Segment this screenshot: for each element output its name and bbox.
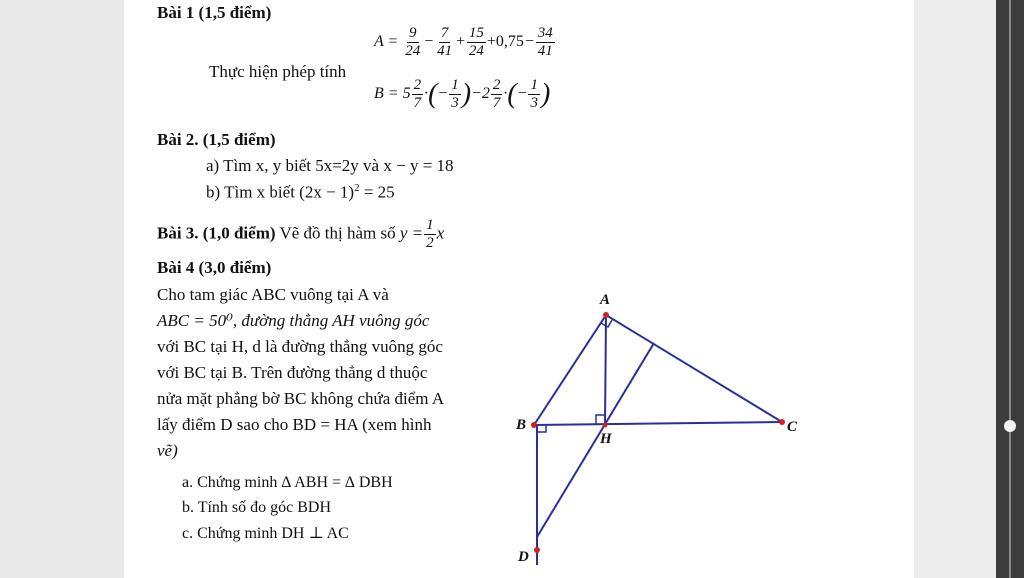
bai1-heading: Bài 1 (1,5 điểm) xyxy=(157,3,272,22)
point-h xyxy=(603,423,608,428)
bai2-heading: Bài 2. (1,5 điểm) xyxy=(157,130,276,149)
figure-lines xyxy=(534,315,782,565)
segment-ab xyxy=(534,315,606,425)
scrollbar[interactable] xyxy=(996,0,1024,578)
segment-dh xyxy=(537,343,654,537)
right-angle-h xyxy=(596,415,605,424)
bai3-heading: Bài 3. (1,0 điểm) xyxy=(157,223,276,243)
bai2-part-a: a) Tìm x, y biết 5x=2y và x − y = 18 xyxy=(206,156,454,175)
right-angle-b xyxy=(537,425,546,432)
bai4-item-b: b. Tính số đo góc BDH xyxy=(182,499,332,516)
point-c xyxy=(779,419,785,425)
bai4-item-a: a. Chứng minh ∆ ABH = ∆ DBH xyxy=(182,474,393,491)
label-a: A xyxy=(600,292,611,308)
bai4-problem-text: Cho tam giác ABC vuông tại A và ABC = 50⁰, đường thẳng AH vuông góc với BC tại H, d là đường thẳng vuông góc với BC tại B. Trên đường thẳng d thuộc nửa mặt phẳng bờ BC không chứa điểm A lấy điểm D sao cho BD = HA (xem hình vẽ) xyxy=(157,285,445,460)
label-b: B xyxy=(516,417,527,433)
bai1-instruction: Thực hiện phép tính xyxy=(209,62,347,81)
label-d: D xyxy=(518,549,529,565)
point-b xyxy=(531,422,537,428)
label-c: C xyxy=(787,419,798,435)
scrollbar-track xyxy=(1009,0,1011,578)
bai3-row: Bài 3. (1,0 điểm) Vẽ đồ thị hàm số y = $\frac{1}{2}$ x xyxy=(157,217,445,251)
point-a xyxy=(603,312,609,318)
segment-ah xyxy=(605,315,606,425)
expression-a-lhs: A = xyxy=(374,33,399,51)
right-angle-marks xyxy=(537,320,612,432)
bai2-part-b: b) Tìm x biết $(2x - 1)^2 = 25$ xyxy=(206,182,395,202)
bai4-item-c: c. Chứng minh DH ⊥ AC xyxy=(182,525,349,542)
expression-b: B = 5 $\frac{2}{7}$ ·(− $\frac{1}{3}$ )−2 $\frac{2}{7}$ ·(− $\frac{1}{3}$ ) xyxy=(374,77,551,111)
figure-points xyxy=(531,312,785,553)
segment-bc xyxy=(534,422,782,425)
label-h: H xyxy=(600,431,612,447)
geometry-figure xyxy=(504,285,814,570)
right-margin xyxy=(914,0,996,578)
expression-a: A = $\frac{9}{24}$ − $\frac{7}{41}$ + $\frac{15}{24}$ +0,75− $\frac{34}{41}$ xyxy=(374,25,553,59)
document-page xyxy=(124,0,914,578)
scrollbar-thumb[interactable] xyxy=(1004,420,1016,432)
segment-ac xyxy=(606,315,782,422)
point-d xyxy=(534,547,540,553)
bai4-heading: Bài 4 (3,0 điểm) xyxy=(157,258,272,277)
